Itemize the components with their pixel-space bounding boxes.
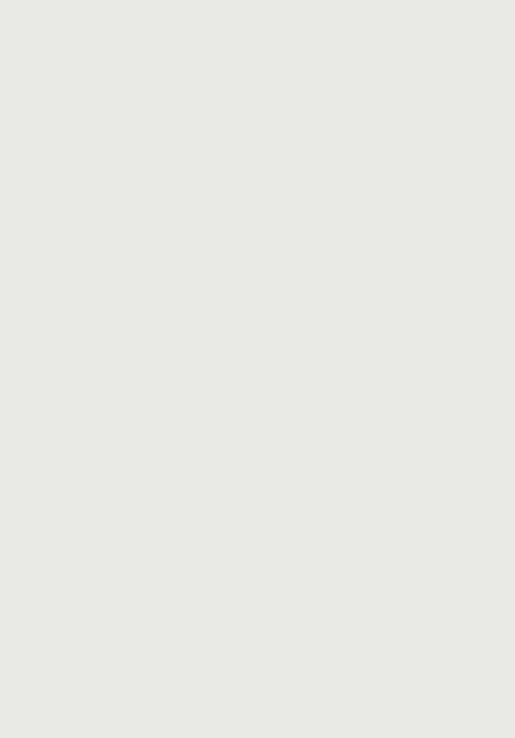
top-text-block	[22, 20, 494, 340]
bottom-text-block	[22, 383, 494, 695]
